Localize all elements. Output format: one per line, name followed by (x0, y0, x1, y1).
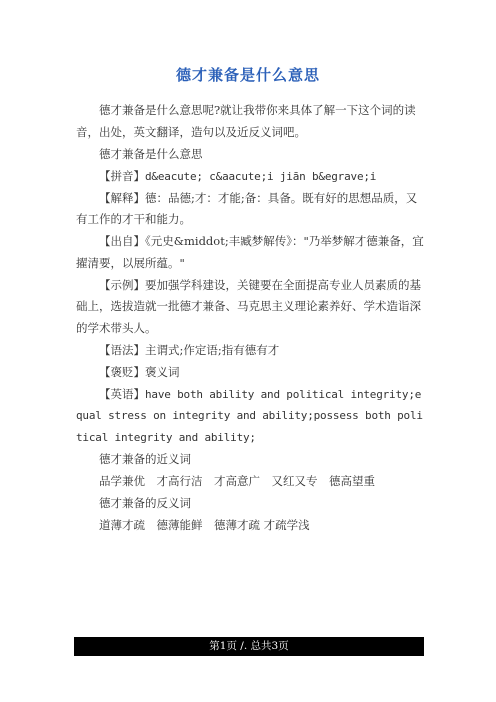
page-footer: 第1页 /. 总共3页 (74, 637, 424, 656)
entry-text: 《元史&middot;丰臧梦解传》："乃举梦解才德兼备，宜擢清要，以展所蕴。" (76, 234, 424, 270)
entry-label: 【解释】 (99, 190, 145, 205)
entry-label: 【出自】 (99, 234, 145, 248)
entry-text: 褒义词 (145, 364, 180, 379)
entry-text: 德：品德;才：才能;备：具备。既有好的思想品质，又有工作的才干和能力。 (76, 190, 418, 226)
entry-label: 【英语】 (99, 386, 145, 401)
entry-english (76, 384, 424, 449)
synonyms-heading: 德才兼备的近义词 (99, 451, 191, 466)
entry-label: 【示例】 (99, 277, 145, 292)
entry-label: 【语法】 (99, 342, 145, 357)
entry-explanation (76, 188, 424, 231)
antonyms-list: 道薄才疏 德薄能鲜 德薄才疏 才疏学浅 (99, 517, 310, 532)
synonyms-list: 品学兼优 才高行洁 才高意广 又红又专 德高望重 (99, 473, 375, 488)
document-title: 德才兼备是什么意思 (175, 66, 320, 84)
entry-label: 【褒贬】 (99, 364, 145, 379)
meaning-heading: 德才兼备是什么意思 (99, 146, 203, 161)
entry-text: 主谓式;作定语;指有德有才 (145, 342, 280, 357)
entry-pinyin (76, 166, 424, 188)
entry-example (76, 275, 424, 340)
entry-connotation (76, 362, 424, 384)
entry-text: 要加强学科建设，关键要在全面提高专业人员素质的基础上，选拔造就一批德才兼备、马克思主义理论素养好、学术造诣深的学术带头人。 (76, 277, 421, 335)
entry-text: d&eacute; c&aacute;i jiān b&egrave;i (145, 169, 377, 183)
antonyms-heading: 德才兼备的反义词 (99, 495, 191, 510)
entry-grammar (76, 340, 424, 362)
document-body (76, 100, 424, 536)
entry-source (76, 231, 424, 274)
intro-paragraph: 德才兼备是什么意思呢?就让我带你来具体了解一下这个词的读音，出处，英文翻译，造句以及近反义词吧。 (76, 103, 416, 139)
entry-text: have both ability and political integrity;equal stress on integrity and ability;possess both political integrity and ability; (76, 387, 423, 444)
entry-label: 【拼音】 (99, 168, 145, 183)
